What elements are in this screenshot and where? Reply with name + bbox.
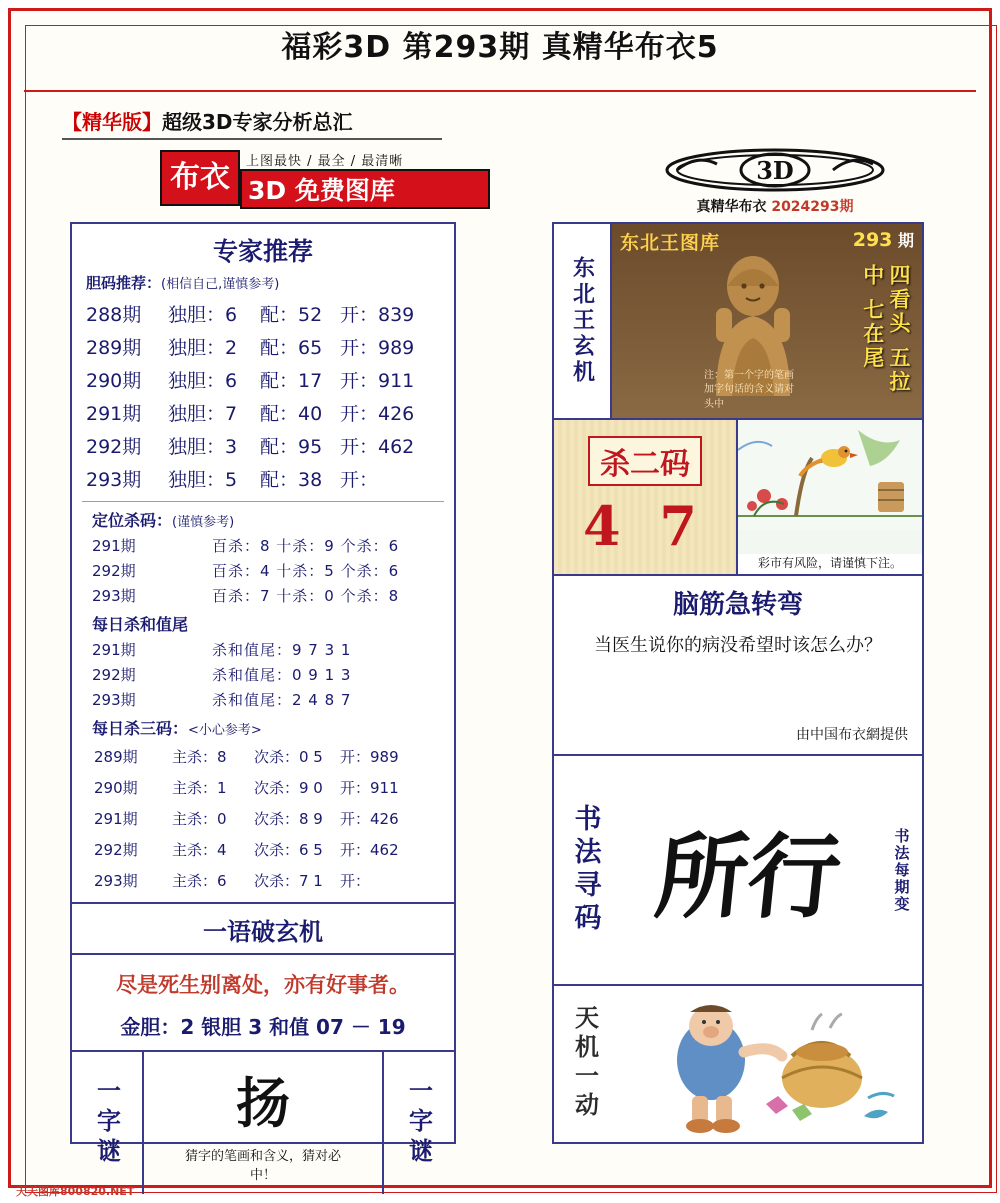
row-issue: 293期 [92,587,136,605]
svg-text:3D: 3D [756,156,794,185]
row-body: 百杀：8 十杀：9 个杀：6 [212,537,400,555]
threed-caption-text: 真精华布衣 [696,199,767,215]
row-issue: 290期 [94,779,138,797]
issue-number: 293 [852,229,893,251]
subtitle-tag: 【精华版】 [62,110,162,134]
row-kai: 开：989 [340,337,415,359]
row-body: 百杀：7 十杀：0 个杀：8 [212,587,400,605]
watermark: 天天图库800820.NET [16,1185,135,1198]
dongbeiwang-issue [853,228,914,251]
list-item [72,687,454,712]
right-column [552,222,924,1144]
row-pei: 配：17 [260,370,323,392]
list-item [72,558,454,583]
dongbeiwang-image [612,224,922,418]
subtitle-text: 超级3D专家分析总汇 [162,110,353,134]
row-dan: 独胆：2 [168,337,238,359]
dongbeiwang-banner: 东北王图库 [620,232,721,254]
bird-illustration [738,420,922,554]
table-row [72,297,454,330]
calligraphy-left-label: 书法寻码 [569,804,601,936]
row-issue: 293期 [86,469,142,491]
dongbeiwang-note: 注：第一个字的笔画加字句话的含义请对头中 [704,369,794,410]
tianji-panel [554,986,922,1140]
brain-teaser-panel [554,576,922,756]
subtitle-divider [62,138,442,140]
table-row [72,741,454,772]
row-body: 杀和值尾：0 9 1 3 [212,666,352,684]
row-issue: 291期 [92,537,136,555]
expert-heading: 专家推荐 [212,237,313,266]
calligraphy-brush-text: 所行 [650,823,846,931]
row-kai: 开：426 [340,403,415,425]
row-zhusha: 主杀：0 [172,810,227,828]
row-issue: 291期 [94,810,138,828]
buyi-logo-tagline: 上图最快 / 最全 / 最清晰 [246,154,404,169]
table-row [72,865,454,896]
row-zhusha: 主杀：1 [172,779,227,797]
sanma-note: <小心参考> [188,723,262,738]
row-pei: 配：65 [260,337,323,359]
riddle-character: 扬 [236,1071,290,1136]
row-kai: 开： [340,872,371,890]
calligraphy-panel [554,756,922,986]
bird-icon [738,420,922,530]
subtitle [62,106,353,135]
brain-teaser-question: 当医生说你的病没希望时该怎么办？ [594,635,882,656]
title-divider [24,90,976,92]
table-row [72,429,454,462]
xuanji-poem: 尽是死生别离处，亦有好事者。 [116,973,410,997]
dongbeiwang-label: 东北王玄机 [569,256,595,386]
dan-note: (相信自己,谨慎参考) [161,277,280,292]
row-body: 杀和值尾：9 7 3 1 [212,641,352,659]
row-body: 杀和值尾：2 4 8 7 [212,691,352,709]
row-issue: 293期 [94,872,138,890]
dan-label-row [86,272,454,293]
row-cisha: 次杀：0 5 [254,748,323,766]
gold-line: 金胆：2 银胆 3 和值 07 － 19 [120,1015,406,1039]
row-cisha: 次杀：8 9 [254,810,323,828]
row-pei: 配：95 [260,436,323,458]
list-item [72,533,454,558]
row-body: 百杀：4 十杀：5 个杀：6 [212,562,400,580]
tianji-label: 天机一动 [570,1005,600,1121]
calligraphy-right-label: 书法每期变 [892,827,911,913]
kill-two-panel [554,420,922,576]
kill-two-box [554,420,738,574]
table-row [72,363,454,396]
section-divider [82,501,444,502]
row-dan: 独胆：6 [168,370,238,392]
dingwei-head-text: 定位杀码： [92,511,173,530]
threed-caption-num: 2024293期 [771,199,854,215]
buyi-logo-sub: 3D 免费图库 [240,169,490,209]
row-kai: 开：462 [340,841,399,859]
kill-two-numbers: 4 7 [583,494,707,558]
riddle-content [144,1052,382,1194]
calligraphy-left-label-box [554,756,616,984]
brain-teaser-credit: 由中国布衣網提供 [796,727,908,743]
dan-rows [72,297,454,495]
row-kai: 开：462 [340,436,415,458]
row-issue: 291期 [86,403,142,425]
row-cisha: 次杀：9 0 [254,779,323,797]
list-item [72,583,454,608]
buyi-logo-right [240,150,490,206]
row-kai: 开：839 [340,304,415,326]
left-column [70,222,456,1183]
row-issue: 292期 [92,562,136,580]
row-pei: 配：38 [260,469,323,491]
row-cisha: 次杀：6 5 [254,841,323,859]
dingwei-note: (谨慎参考) [172,515,235,530]
row-dan: 独胆：7 [168,403,238,425]
row-kai: 开：989 [340,748,399,766]
sanma-heading [92,716,454,739]
sanma-head-text: 每日杀三码： [92,719,189,738]
issue-unit: 期 [897,231,914,250]
xuanji-section [72,902,454,1194]
list-item [72,637,454,662]
row-cisha: 次杀：7 1 [254,872,323,890]
row-issue: 289期 [86,337,142,359]
tianji-label-box [554,986,616,1140]
row-zhusha: 主杀：6 [172,872,227,890]
dongbeiwang-label-box [554,224,612,418]
table-row [72,462,454,495]
row-dan: 独胆：6 [168,304,238,326]
riddle-left-label-box [72,1052,144,1194]
table-row [72,834,454,865]
cartoon-pig-icon [616,986,906,1136]
row-pei: 配：52 [260,304,323,326]
row-issue: 289期 [94,748,138,766]
calligraphy-right-label-box [882,756,922,984]
tianji-illustration [616,986,922,1140]
hezhi-heading: 每日杀和值尾 [92,615,189,634]
row-issue: 290期 [86,370,142,392]
threed-logo-icon [663,148,887,192]
kill-two-title: 杀二码 [588,436,702,486]
riddle-right-label: 一字谜 [404,1078,433,1168]
riddle-left-label: 一字谜 [92,1078,121,1168]
row-issue: 288期 [86,304,142,326]
risk-caption: 彩市有风险，请谨慎下注。 [738,554,922,574]
xuanji-title: 一语破玄机 [72,904,454,955]
threed-logo [660,148,890,192]
row-kai: 开： [340,469,379,491]
kill-two-art-box [738,420,922,574]
riddle-section [72,1050,454,1194]
buyi-logo-brand: 布衣 [160,150,240,206]
brain-teaser-title: 脑筋急转弯 [672,590,803,620]
page-title: 福彩3D 第293期 真精华布衣5 [281,30,719,65]
row-issue: 292期 [86,436,142,458]
row-issue: 292期 [92,666,136,684]
dingwei-heading [92,508,454,531]
row-issue: 293期 [92,691,136,709]
dongbeiwang-panel [554,224,922,420]
threed-logo-caption [655,196,895,216]
row-zhusha: 主杀：4 [172,841,227,859]
row-dan: 独胆：3 [168,436,238,458]
row-issue: 292期 [94,841,138,859]
buyi-logo [160,150,490,206]
dongbeiwang-slogan: 四看头 五拉中 七在尾 [860,264,911,395]
riddle-note: 猜字的笔画和含义，猜对必中！ [184,1149,341,1183]
table-row [72,396,454,429]
table-row [72,803,454,834]
row-kai: 开：911 [340,370,415,392]
row-kai: 开：426 [340,810,399,828]
row-pei: 配：40 [260,403,323,425]
row-issue: 291期 [92,641,136,659]
riddle-right-label-box [382,1052,454,1194]
row-zhusha: 主杀：8 [172,748,227,766]
row-dan: 独胆：5 [168,469,238,491]
dan-label: 胆码推荐： [86,274,162,292]
list-item [72,662,454,687]
table-row [72,772,454,803]
table-row [72,330,454,363]
calligraphy-characters [616,756,882,984]
row-kai: 开：911 [340,779,399,797]
